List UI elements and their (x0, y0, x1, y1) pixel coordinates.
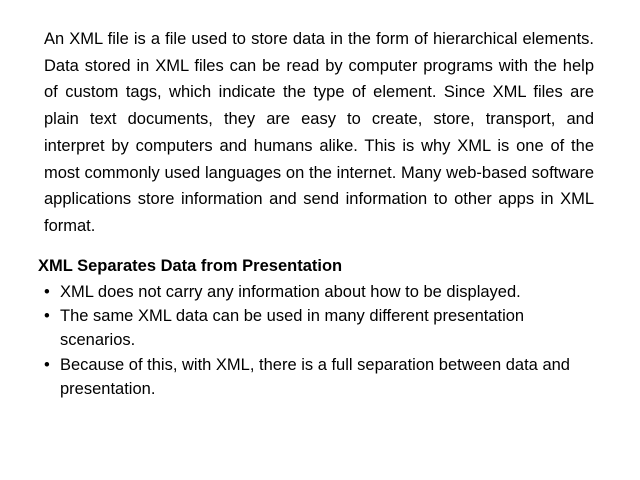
list-item-text: XML does not carry any information about how to be displayed. (60, 282, 521, 301)
list-item (38, 281, 598, 305)
intro-paragraph: An XML file is a file used to store data in the form of hierarchical elements. Data stored in XML files can be read by computer programs with the help of custom tags, which indicate the type of element. Since XML files are plain text documents, they are easy to create, store, transport, and interpret by computers and humans alike. This is why XML is one of the most commonly used languages on the internet. Many web-based software applications store information and send information to other apps in XML format. (44, 30, 594, 236)
section-heading: XML Separates Data from Presentation (38, 256, 343, 275)
bullet-dot-icon: • (44, 356, 50, 375)
bullet-list (38, 281, 598, 403)
list-item-text: Because of this, with XML, there is a full separation between data and presentation. (60, 356, 570, 399)
list-item (38, 305, 598, 353)
bullet-dot-icon: • (44, 282, 50, 301)
list-item-text: The same XML data can be used in many different presentation scenarios. (60, 307, 525, 350)
bullet-dot-icon: • (44, 307, 50, 326)
list-item (38, 354, 598, 402)
